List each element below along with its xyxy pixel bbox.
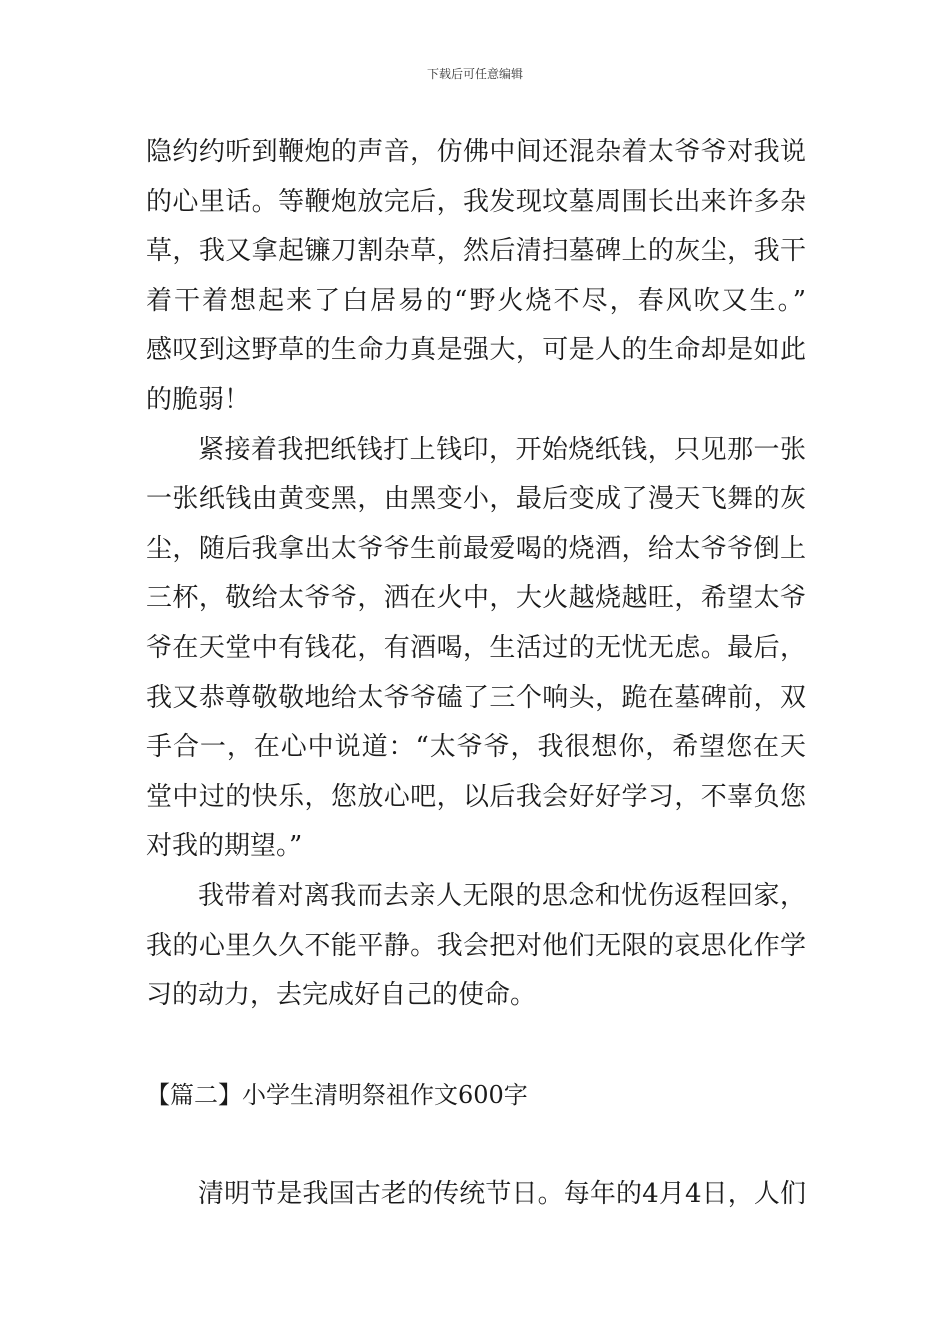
text-line: 尘，随后我拿出太爷爷生前最爱喝的烧酒，给太爷爷倒上 bbox=[146, 533, 806, 564]
text-line: 我的心里久久不能平静。我会把对他们无限的哀思化作学 bbox=[146, 930, 806, 961]
text-line: 着干着想起来了白居易的“野火烧不尽，春风吹又生。” bbox=[146, 285, 806, 316]
text-line: 一张纸钱由黄变黑，由黑变小，最后变成了漫天飞舞的灰 bbox=[146, 484, 806, 515]
article-body bbox=[146, 128, 806, 1021]
text-line: 爷在天堂中有钱花，有酒喝，生活过的无忧无虑。最后， bbox=[146, 632, 806, 663]
text-line: 的脆弱！ bbox=[146, 384, 251, 415]
text-line: 清明节是我国古老的传统节日。每年的4月4日，人们 bbox=[198, 1179, 806, 1209]
text-line: 习的动力，去完成好自己的使命。 bbox=[146, 980, 537, 1011]
text-line: 感叹到这野草的生命力真是强大，可是人的生命却是如此 bbox=[146, 335, 806, 366]
section-title: 【篇二】小学生清明祭祖作文600字 bbox=[146, 1081, 528, 1109]
text-line: 三杯，敬给太爷爷，洒在火中，大火越烧越旺，希望太爷 bbox=[146, 583, 806, 614]
page-header: 下载后可任意编辑 bbox=[426, 67, 523, 81]
text-line: 紧接着我把纸钱打上钱印，开始烧纸钱，只见那一张 bbox=[198, 434, 806, 465]
text-line: 隐约约听到鞭炮的声音，仿佛中间还混杂着太爷爷对我说 bbox=[146, 137, 806, 167]
text-line: 我又恭尊敬敬地给太爷爷磕了三个响头，跪在墓碑前，双 bbox=[146, 682, 806, 713]
text-line: 对我的期望。” bbox=[146, 831, 303, 862]
next-section-body bbox=[146, 1170, 806, 1220]
text-line: 手合一，在心中说道：“太爷爷，我很想你，希望您在天 bbox=[146, 732, 806, 763]
text-line: 的心里话。等鞭炮放完后，我发现坟墓周围长出来许多杂 bbox=[146, 186, 806, 217]
text-line: 草，我又拿起镰刀割杂草，然后清扫墓碑上的灰尘，我干 bbox=[146, 236, 806, 267]
text-line: 我带着对离我而去亲人无限的思念和忧伤返程回家， bbox=[198, 880, 806, 911]
text-line: 堂中过的快乐，您放心吧，以后我会好好学习，不辜负您 bbox=[146, 781, 806, 812]
